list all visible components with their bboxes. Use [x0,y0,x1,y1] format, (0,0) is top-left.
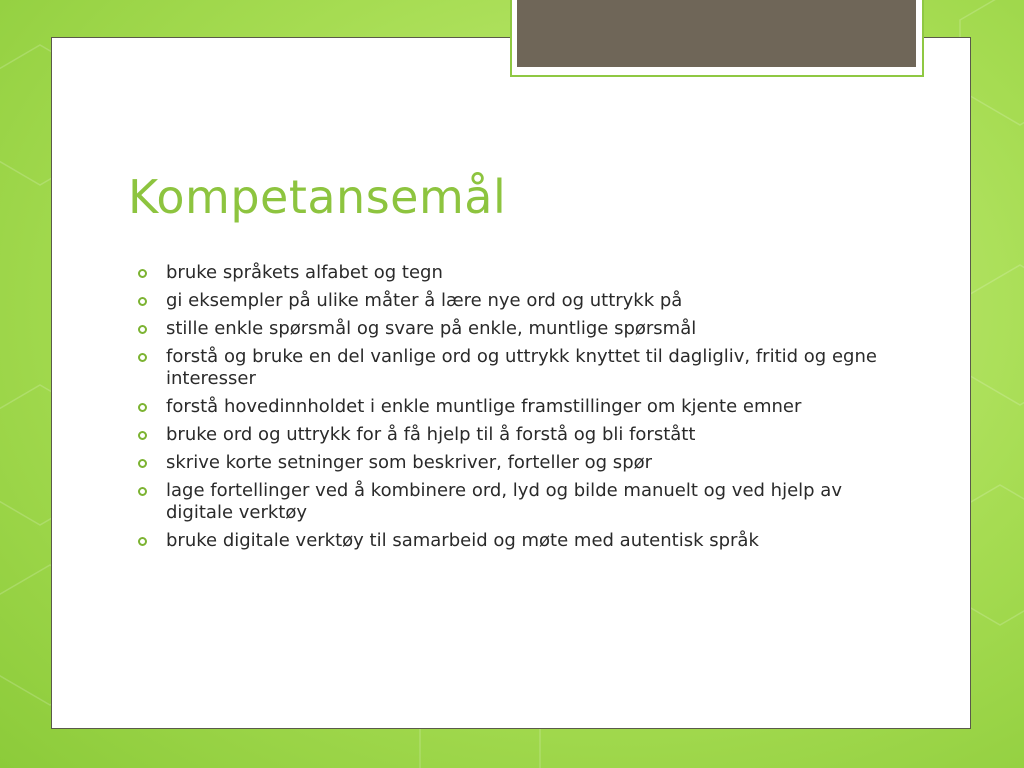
bullet-text: stille enkle spørsmål og svare på enkle, muntlige spørsmål [166,318,697,339]
bullet-text: bruke språkets alfabet og tegn [166,262,443,283]
hollow-circle-bullet-icon [138,403,147,412]
bullet-text: skrive korte setninger som beskriver, forteller og spør [166,452,653,473]
bullet-item [137,480,877,524]
bullet-text: gi eksempler på ulike måter å lære nye ord og uttrykk på [166,290,683,311]
hollow-circle-bullet-icon [138,431,147,440]
bullet-text: lage fortellinger ved å kombinere ord, lyd og bilde manuelt og ved hjelp av digitale verktøy [166,480,842,523]
bullet-item [137,290,877,312]
bullet-list [137,262,877,558]
hollow-circle-bullet-icon [138,325,147,334]
hollow-circle-bullet-icon [138,297,147,306]
bullet-text: bruke digitale verktøy til samarbeid og møte med autentisk språk [166,530,759,551]
accent-box [517,0,916,67]
hollow-circle-bullet-icon [138,537,147,546]
hollow-circle-bullet-icon [138,353,147,362]
bullet-item [137,262,877,284]
hollow-circle-bullet-icon [138,487,147,496]
bullet-item [137,424,877,446]
bullet-text: forstå og bruke en del vanlige ord og uttrykk knyttet til dagligliv, fritid og egne interesser [166,346,877,389]
bullet-text: forstå hovedinnholdet i enkle muntlige framstillinger om kjente emner [166,396,802,417]
bullet-item [137,396,877,418]
hollow-circle-bullet-icon [138,459,147,468]
slide-title: Kompetansemål [128,170,507,224]
bullet-item [137,318,877,340]
hollow-circle-bullet-icon [138,269,147,278]
bullet-text: bruke ord og uttrykk for å få hjelp til å forstå og bli forstått [166,424,696,445]
bullet-item [137,346,877,390]
bullet-item [137,452,877,474]
bullet-item [137,530,877,552]
